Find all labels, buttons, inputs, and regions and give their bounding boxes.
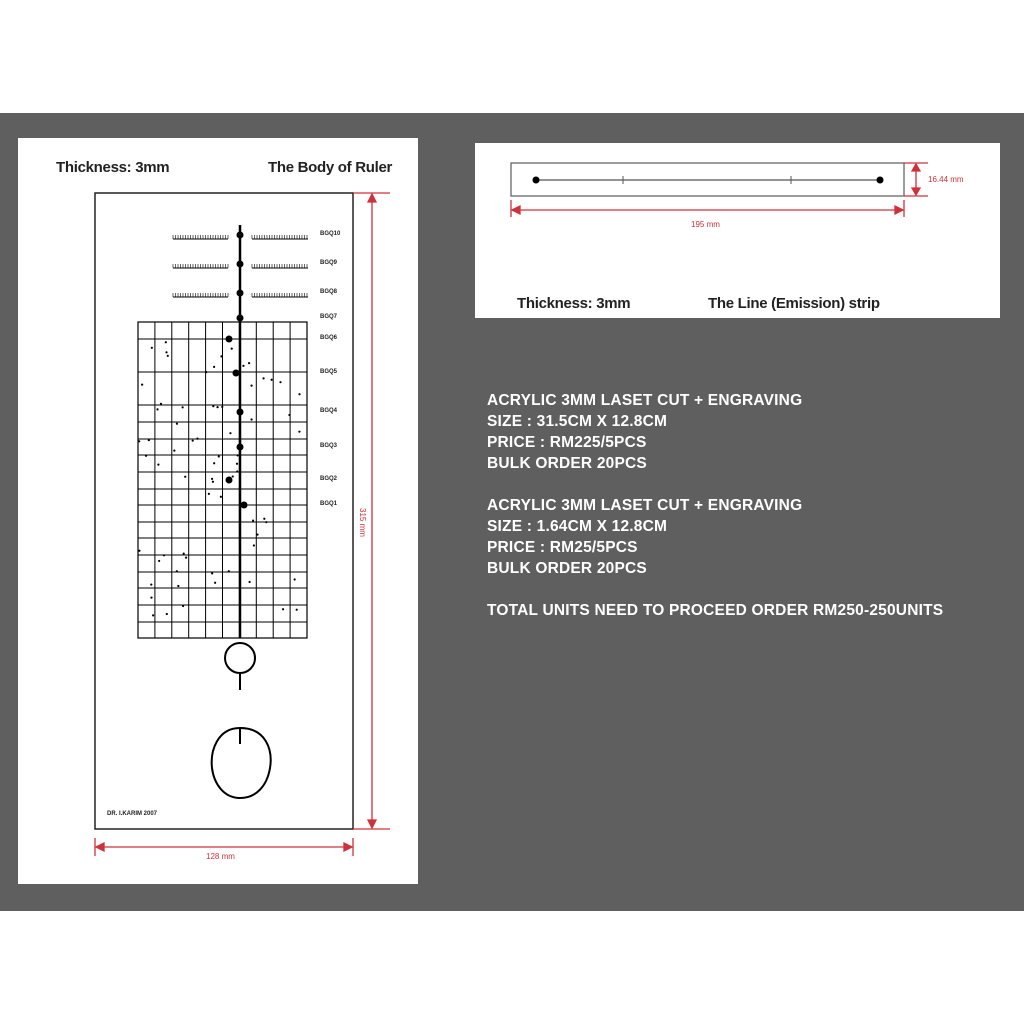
ruler-height-dimension: 315 mm	[358, 508, 367, 537]
level-label: BGQ3	[320, 443, 338, 449]
level-dot	[237, 232, 244, 239]
grid-mark	[220, 496, 222, 498]
grid-mark	[248, 581, 250, 583]
level-label: BGQ6	[320, 335, 338, 341]
grid-mark	[212, 405, 214, 407]
grid-mark	[298, 431, 300, 433]
grid-mark	[296, 609, 298, 611]
grid-mark	[145, 455, 147, 457]
level-label: BGQ5	[320, 369, 338, 375]
grid-mark	[138, 550, 140, 552]
grid-mark	[156, 408, 158, 410]
ruler-oval-mark	[212, 728, 271, 798]
strip-height-dimension: 16.44 mm	[928, 175, 964, 184]
grid-mark	[220, 355, 222, 357]
grid-mark	[298, 393, 300, 395]
ruler-diagram-panel	[18, 138, 418, 884]
grid-mark	[176, 570, 178, 572]
grid-mark	[185, 557, 187, 559]
level-dot	[241, 502, 248, 509]
grid-mark	[177, 585, 179, 587]
ruler-level-dots	[226, 232, 248, 509]
grid-mark	[212, 481, 214, 483]
info-line: SIZE : 1.64CM X 12.8CM	[487, 518, 668, 535]
info-total: TOTAL UNITS NEED TO PROCEED ORDER RM250-250UNITS	[487, 602, 944, 619]
grid-mark	[253, 544, 255, 546]
grid-mark	[228, 570, 230, 572]
level-label: BGQ8	[320, 289, 338, 295]
info-line: PRICE : RM225/5PCS	[487, 434, 647, 451]
level-dot	[237, 409, 244, 416]
grid-mark	[182, 406, 184, 408]
strip-diagram-panel	[475, 143, 1000, 318]
grid-mark	[294, 578, 296, 580]
grid-mark	[148, 439, 150, 441]
product-info	[487, 390, 943, 621]
grid-mark	[196, 438, 198, 440]
grid-mark	[173, 450, 175, 452]
grid-mark	[271, 379, 273, 381]
grid-mark	[165, 341, 167, 343]
grid-mark	[256, 533, 258, 535]
grid-mark	[232, 475, 234, 477]
ruler-signature: DR. I.KARIM 2007	[107, 811, 158, 817]
level-dot	[237, 444, 244, 451]
level-label: BGQ4	[320, 408, 338, 414]
grid-mark	[166, 613, 168, 615]
grid-mark	[221, 406, 223, 408]
grid-mark	[184, 476, 186, 478]
grid-mark	[282, 608, 284, 610]
ruler-circle-mark	[225, 643, 255, 673]
grid-mark	[160, 403, 162, 405]
grid-mark	[236, 463, 238, 465]
grid-mark	[183, 552, 185, 554]
ruler-grid	[138, 322, 307, 638]
info-line: PRICE : RM25/5PCS	[487, 539, 638, 556]
grid-mark	[265, 521, 267, 523]
grid-mark	[205, 371, 207, 373]
strip-title: The Line (Emission) strip	[708, 295, 880, 312]
ruler-width-dimension: 128 mm	[206, 852, 235, 861]
grid-mark	[150, 597, 152, 599]
grid-mark	[151, 347, 153, 349]
level-label: BGQ1	[320, 501, 338, 507]
strip-thickness-label: Thickness: 3mm	[517, 295, 631, 312]
grid-mark	[176, 423, 178, 425]
grid-mark	[165, 351, 167, 353]
grid-mark	[218, 455, 220, 457]
strip-dimension-lines	[511, 163, 928, 217]
grid-mark	[242, 365, 244, 367]
grid-mark	[163, 554, 165, 556]
grid-mark	[211, 572, 213, 574]
ruler-thickness-label: Thickness: 3mm	[56, 159, 170, 176]
level-label: BGQ9	[320, 260, 338, 266]
grid-mark	[213, 366, 215, 368]
grid-mark	[279, 381, 281, 383]
grid-mark	[262, 377, 264, 379]
grid-mark	[250, 385, 252, 387]
level-dot	[226, 477, 233, 484]
level-dot	[226, 336, 233, 343]
level-label: BGQ10	[320, 231, 341, 237]
strip-drawing	[475, 143, 1000, 318]
grid-mark	[152, 614, 154, 616]
ruler-title: The Body of Ruler	[268, 159, 393, 176]
level-dot	[237, 290, 244, 297]
grid-mark	[237, 454, 239, 456]
strip-length-dimension: 195 mm	[691, 220, 720, 229]
grid-mark	[157, 464, 159, 466]
grid-mark	[141, 384, 143, 386]
grid-mark	[167, 355, 169, 357]
grid-mark	[211, 478, 213, 480]
grid-mark	[158, 560, 160, 562]
level-dot	[233, 370, 240, 377]
info-line: BULK ORDER 20PCS	[487, 560, 647, 577]
info-line: SIZE : 31.5CM X 12.8CM	[487, 413, 668, 430]
grid-mark	[150, 583, 152, 585]
grid-mark	[288, 414, 290, 416]
info-line: ACRYLIC 3MM LASET CUT + ENGRAVING	[487, 497, 803, 514]
info-line: BULK ORDER 20PCS	[487, 455, 647, 472]
grid-mark	[213, 462, 215, 464]
grid-mark	[248, 362, 250, 364]
grid-mark	[192, 440, 194, 442]
grid-mark	[138, 440, 140, 442]
grid-mark	[236, 470, 238, 472]
grid-mark	[250, 418, 252, 420]
level-dot	[237, 261, 244, 268]
level-label: BGQ2	[320, 476, 338, 482]
level-dot	[237, 315, 244, 322]
grid-mark	[216, 406, 218, 408]
grid-mark	[214, 582, 216, 584]
grid-mark	[229, 432, 231, 434]
info-line: ACRYLIC 3MM LASET CUT + ENGRAVING	[487, 392, 803, 409]
grid-mark	[182, 605, 184, 607]
grid-mark	[208, 493, 210, 495]
level-label: BGQ7	[320, 314, 338, 320]
grid-mark	[231, 348, 233, 350]
grid-mark	[252, 519, 254, 521]
grid-mark	[263, 518, 265, 520]
